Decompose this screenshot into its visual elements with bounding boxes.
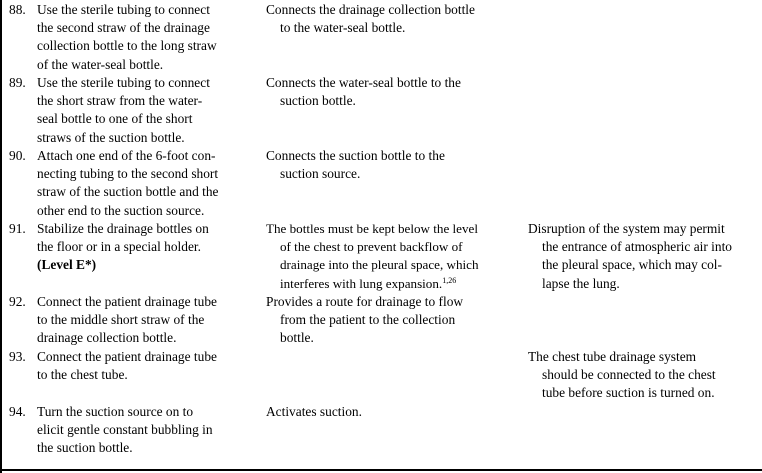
rationale-text: Provides a route for drainage to flow from the patient to the collection bottle.	[266, 294, 464, 346]
rationale-text: Connects the suction bottle to the suction source.	[266, 148, 445, 182]
bottom-border-rule	[0, 469, 762, 471]
rationale-text: Activates suction.	[266, 404, 362, 419]
step-text: Use the sterile tubing to connect the short straw from the water- seal bottle to one of the short straws of the suction bottle.	[37, 75, 210, 145]
step-text: Connect the patient drainage tube to the middle short straw of the drainage collection bottle.	[37, 294, 217, 346]
step-number: 88.	[9, 2, 26, 17]
step-text: Stabilize the drainage bottles on the floor or in a special holder. (Level E*)	[37, 220, 253, 275]
step-number: 94.	[9, 404, 26, 419]
note-text: The chest tube drainage system should be connected to the chest tube before suction is turned on.	[528, 349, 716, 401]
rationale-text: The bottles must be kept below the level of the chest to prevent backflow of drainage into the pleural space, which interferes with lung expansion.$^{1,26}$	[266, 221, 479, 291]
note-text: Disruption of the system may permit the entrance of atmospheric air into the pleural space, which may col- lapse the lung.	[528, 221, 732, 291]
evidence-level: (Level E*)	[37, 257, 97, 273]
step-text: Turn the suction source on to elicit gentle constant bubbling in the suction bottle.	[37, 404, 213, 456]
step-text: Use the sterile tubing to connect the second straw of the drainage collection bottle to the long straw of the water-seal bottle.	[37, 2, 217, 72]
reference-superscript: 1,26	[442, 275, 457, 285]
left-border-rule	[0, 0, 2, 473]
step-text: Attach one end of the 6-foot con- necting tubing to the second short straw of the suction bottle and the other end to the suction source.	[37, 148, 219, 218]
step-text: Connect the patient drainage tube to the chest tube.	[37, 349, 217, 383]
rationale-text: Connects the drainage collection bottle to the water-seal bottle.	[266, 2, 475, 36]
step-number: 92.	[9, 294, 26, 309]
step-number: 89.	[9, 75, 26, 90]
rationale-text: Connects the water-seal bottle to the suction bottle.	[266, 75, 461, 109]
step-number: 93.	[9, 349, 26, 364]
step-number: 91.	[9, 221, 26, 236]
step-number: 90.	[9, 148, 26, 163]
